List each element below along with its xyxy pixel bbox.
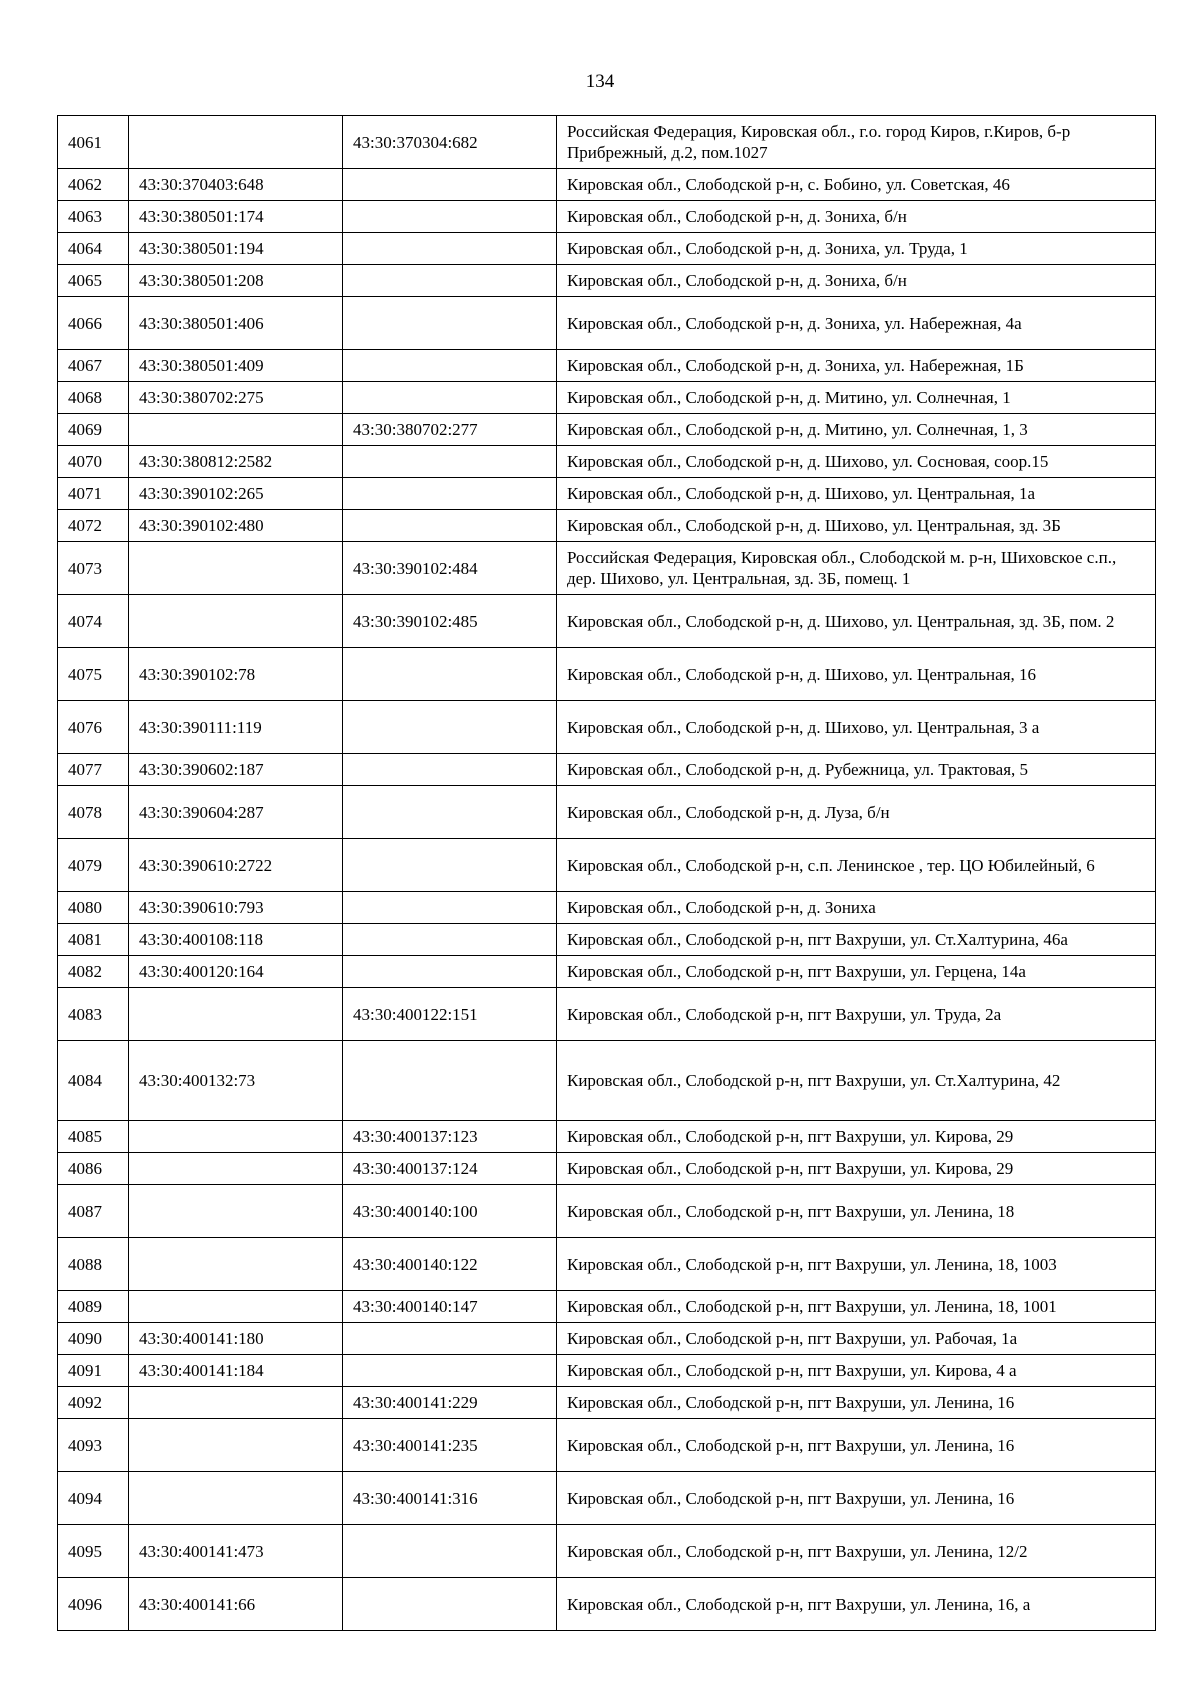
cadastral-number-1: [129, 1387, 343, 1419]
address: Кировская обл., Слободской р-н, пгт Вахруши, ул. Кирова, 29: [557, 1153, 1156, 1185]
row-number: 4078: [58, 786, 129, 839]
table-row: [58, 265, 1156, 297]
table-row: [58, 892, 1156, 924]
row-number: 4084: [58, 1041, 129, 1121]
address: Кировская обл., Слободской р-н, д. Зониха, б/н: [557, 201, 1156, 233]
cadastral-number-2: [343, 510, 557, 542]
cadastral-number-2: [343, 382, 557, 414]
address: Кировская обл., Слободской р-н, пгт Вахруши, ул. Ст.Халтурина, 42: [557, 1041, 1156, 1121]
row-number: 4081: [58, 924, 129, 956]
cadastral-number-1: 43:30:390602:187: [129, 754, 343, 786]
cadastral-number-2: 43:30:370304:682: [343, 116, 557, 169]
table-row: [58, 1578, 1156, 1631]
cadastral-number-1: 43:30:390610:793: [129, 892, 343, 924]
row-number: 4090: [58, 1323, 129, 1355]
row-number: 4071: [58, 478, 129, 510]
cadastral-number-1: [129, 988, 343, 1041]
table-row: [58, 1185, 1156, 1238]
table-row: [58, 1291, 1156, 1323]
table-row: [58, 1472, 1156, 1525]
cadastral-number-2: [343, 786, 557, 839]
row-number: 4094: [58, 1472, 129, 1525]
cadastral-number-2: [343, 478, 557, 510]
table-row: [58, 542, 1156, 595]
table-row: [58, 988, 1156, 1041]
table-row: [58, 648, 1156, 701]
address: Кировская обл., Слободской р-н, пгт Вахруши, ул. Ленина, 12/2: [557, 1525, 1156, 1578]
cadastral-number-1: 43:30:380702:275: [129, 382, 343, 414]
cadastral-number-2: 43:30:400141:316: [343, 1472, 557, 1525]
cadastral-number-2: 43:30:400122:151: [343, 988, 557, 1041]
table-row: [58, 478, 1156, 510]
address: Кировская обл., Слободской р-н, пгт Вахруши, ул. Ленина, 16: [557, 1419, 1156, 1472]
row-number: 4063: [58, 201, 129, 233]
cadastral-number-1: 43:30:380501:174: [129, 201, 343, 233]
row-number: 4091: [58, 1355, 129, 1387]
address: Кировская обл., Слободской р-н, пгт Вахруши, ул. Кирова, 4 а: [557, 1355, 1156, 1387]
cadastral-number-1: 43:30:390102:78: [129, 648, 343, 701]
table-row: [58, 839, 1156, 892]
cadastral-number-1: 43:30:400141:180: [129, 1323, 343, 1355]
table-row: [58, 1355, 1156, 1387]
registry-table: [57, 115, 1156, 1631]
address: Кировская обл., Слободской р-н, пгт Вахруши, ул. Кирова, 29: [557, 1121, 1156, 1153]
address: Кировская обл., Слободской р-н, д. Зониха: [557, 892, 1156, 924]
table-row: [58, 116, 1156, 169]
address: Российская Федерация, Кировская обл., Слободской м. р-н, Шиховское с.п., дер. Шихово, ул. Центральная, зд. 3Б, помещ. 1: [557, 542, 1156, 595]
cadastral-number-2: [343, 350, 557, 382]
cadastral-number-1: 43:30:390102:265: [129, 478, 343, 510]
table-row: [58, 1525, 1156, 1578]
address: Кировская обл., Слободской р-н, д. Зониха, ул. Набережная, 4а: [557, 297, 1156, 350]
cadastral-number-2: [343, 924, 557, 956]
address: Кировская обл., Слободской р-н, д. Шихово, ул. Центральная, зд. 3Б, пом. 2: [557, 595, 1156, 648]
address: Кировская обл., Слободской р-н, д. Шихово, ул. Центральная, 1а: [557, 478, 1156, 510]
cadastral-number-2: [343, 956, 557, 988]
table-row: [58, 1387, 1156, 1419]
row-number: 4092: [58, 1387, 129, 1419]
table-row: [58, 414, 1156, 446]
cadastral-number-1: [129, 1238, 343, 1291]
address: Кировская обл., Слободской р-н, д. Зониха, ул. Набережная, 1Б: [557, 350, 1156, 382]
cadastral-number-1: 43:30:380812:2582: [129, 446, 343, 478]
cadastral-number-1: 43:30:380501:194: [129, 233, 343, 265]
table-row: [58, 510, 1156, 542]
cadastral-number-2: [343, 201, 557, 233]
table-row: [58, 233, 1156, 265]
cadastral-number-2: [343, 892, 557, 924]
cadastral-number-2: [343, 1355, 557, 1387]
cadastral-number-2: [343, 701, 557, 754]
row-number: 4093: [58, 1419, 129, 1472]
address: Российская Федерация, Кировская обл., г.о. город Киров, г.Киров, б-р Прибрежный, д.2, пом.1027: [557, 116, 1156, 169]
address: Кировская обл., Слободской р-н, д. Зониха, б/н: [557, 265, 1156, 297]
table-row: [58, 297, 1156, 350]
cadastral-number-2: [343, 297, 557, 350]
address: Кировская обл., Слободской р-н, пгт Вахруши, ул. Ленина, 18, 1003: [557, 1238, 1156, 1291]
table-row: [58, 1041, 1156, 1121]
cadastral-number-1: 43:30:380501:406: [129, 297, 343, 350]
cadastral-number-1: 43:30:400120:164: [129, 956, 343, 988]
address: Кировская обл., Слободской р-н, д. Шихово, ул. Центральная, 3 а: [557, 701, 1156, 754]
cadastral-number-2: [343, 1578, 557, 1631]
cadastral-number-2: [343, 754, 557, 786]
cadastral-number-1: 43:30:400141:473: [129, 1525, 343, 1578]
table-row: [58, 1121, 1156, 1153]
cadastral-number-1: 43:30:390610:2722: [129, 839, 343, 892]
cadastral-number-2: [343, 169, 557, 201]
address: Кировская обл., Слободской р-н, пгт Вахруши, ул. Герцена, 14а: [557, 956, 1156, 988]
cadastral-number-2: 43:30:400141:229: [343, 1387, 557, 1419]
address: Кировская обл., Слободской р-н, с.п. Ленинское , тер. ЦО Юбилейный, 6: [557, 839, 1156, 892]
row-number: 4068: [58, 382, 129, 414]
cadastral-number-1: [129, 542, 343, 595]
row-number: 4083: [58, 988, 129, 1041]
page-number: 134: [585, 71, 615, 92]
cadastral-number-1: 43:30:400132:73: [129, 1041, 343, 1121]
row-number: 4082: [58, 956, 129, 988]
address: Кировская обл., Слободской р-н, д. Шихово, ул. Центральная, 16: [557, 648, 1156, 701]
address: Кировская обл., Слободской р-н, д. Луза, б/н: [557, 786, 1156, 839]
cadastral-number-2: 43:30:400141:235: [343, 1419, 557, 1472]
address: Кировская обл., Слободской р-н, пгт Вахруши, ул. Ленина, 16: [557, 1387, 1156, 1419]
table-row: [58, 754, 1156, 786]
row-number: 4080: [58, 892, 129, 924]
address: Кировская обл., Слободской р-н, д. Митино, ул. Солнечная, 1: [557, 382, 1156, 414]
cadastral-number-1: 43:30:370403:648: [129, 169, 343, 201]
row-number: 4087: [58, 1185, 129, 1238]
table-row: [58, 701, 1156, 754]
cadastral-number-1: 43:30:400141:184: [129, 1355, 343, 1387]
row-number: 4069: [58, 414, 129, 446]
row-number: 4096: [58, 1578, 129, 1631]
cadastral-number-2: 43:30:390102:484: [343, 542, 557, 595]
address: Кировская обл., Слободской р-н, пгт Вахруши, ул. Ст.Халтурина, 46а: [557, 924, 1156, 956]
cadastral-number-2: [343, 648, 557, 701]
row-number: 4072: [58, 510, 129, 542]
row-number: 4074: [58, 595, 129, 648]
address: Кировская обл., Слободской р-н, пгт Вахруши, ул. Ленина, 16: [557, 1472, 1156, 1525]
cadastral-number-2: 43:30:400137:124: [343, 1153, 557, 1185]
address: Кировская обл., Слободской р-н, пгт Вахруши, ул. Труда, 2а: [557, 988, 1156, 1041]
row-number: 4067: [58, 350, 129, 382]
table-row: [58, 350, 1156, 382]
table-row: [58, 786, 1156, 839]
cadastral-number-2: 43:30:400140:122: [343, 1238, 557, 1291]
cadastral-number-1: [129, 1291, 343, 1323]
cadastral-number-2: 43:30:380702:277: [343, 414, 557, 446]
cadastral-number-1: [129, 1472, 343, 1525]
address: Кировская обл., Слободской р-н, д. Шихово, ул. Центральная, зд. 3Б: [557, 510, 1156, 542]
table-row: [58, 595, 1156, 648]
table-row: [58, 1238, 1156, 1291]
cadastral-number-2: [343, 446, 557, 478]
cadastral-number-1: [129, 1153, 343, 1185]
cadastral-number-2: [343, 265, 557, 297]
cadastral-number-2: 43:30:390102:485: [343, 595, 557, 648]
table-row: [58, 169, 1156, 201]
cadastral-number-1: 43:30:380501:208: [129, 265, 343, 297]
cadastral-number-1: 43:30:400108:118: [129, 924, 343, 956]
row-number: 4088: [58, 1238, 129, 1291]
cadastral-number-2: [343, 233, 557, 265]
table-row: [58, 446, 1156, 478]
row-number: 4095: [58, 1525, 129, 1578]
row-number: 4065: [58, 265, 129, 297]
cadastral-number-1: 43:30:390604:287: [129, 786, 343, 839]
cadastral-number-2: [343, 839, 557, 892]
address: Кировская обл., Слободской р-н, пгт Вахруши, ул. Ленина, 16, а: [557, 1578, 1156, 1631]
row-number: 4073: [58, 542, 129, 595]
row-number: 4077: [58, 754, 129, 786]
cadastral-number-2: [343, 1323, 557, 1355]
address: Кировская обл., Слободской р-н, пгт Вахруши, ул. Ленина, 18: [557, 1185, 1156, 1238]
row-number: 4066: [58, 297, 129, 350]
cadastral-number-2: [343, 1525, 557, 1578]
cadastral-number-2: 43:30:400137:123: [343, 1121, 557, 1153]
address: Кировская обл., Слободской р-н, д. Митино, ул. Солнечная, 1, 3: [557, 414, 1156, 446]
row-number: 4064: [58, 233, 129, 265]
row-number: 4089: [58, 1291, 129, 1323]
row-number: 4061: [58, 116, 129, 169]
cadastral-number-1: [129, 1419, 343, 1472]
table-row: [58, 1323, 1156, 1355]
table-row: [58, 382, 1156, 414]
address: Кировская обл., Слободской р-н, д. Шихово, ул. Сосновая, соор.15: [557, 446, 1156, 478]
cadastral-number-2: [343, 1041, 557, 1121]
address: Кировская обл., Слободской р-н, пгт Вахруши, ул. Ленина, 18, 1001: [557, 1291, 1156, 1323]
cadastral-number-2: 43:30:400140:100: [343, 1185, 557, 1238]
cadastral-number-1: [129, 1121, 343, 1153]
cadastral-number-1: 43:30:380501:409: [129, 350, 343, 382]
table-row: [58, 956, 1156, 988]
row-number: 4076: [58, 701, 129, 754]
row-number: 4079: [58, 839, 129, 892]
cadastral-number-1: 43:30:390111:119: [129, 701, 343, 754]
table-row: [58, 1153, 1156, 1185]
address: Кировская обл., Слободской р-н, д. Рубежница, ул. Трактовая, 5: [557, 754, 1156, 786]
cadastral-number-1: 43:30:390102:480: [129, 510, 343, 542]
row-number: 4085: [58, 1121, 129, 1153]
address: Кировская обл., Слободской р-н, д. Зониха, ул. Труда, 1: [557, 233, 1156, 265]
cadastral-number-1: [129, 1185, 343, 1238]
cadastral-number-1: 43:30:400141:66: [129, 1578, 343, 1631]
table-row: [58, 924, 1156, 956]
cadastral-number-2: 43:30:400140:147: [343, 1291, 557, 1323]
table-row: [58, 201, 1156, 233]
cadastral-number-1: [129, 116, 343, 169]
table-body: [58, 116, 1156, 1631]
row-number: 4075: [58, 648, 129, 701]
address: Кировская обл., Слободской р-н, с. Бобино, ул. Советская, 46: [557, 169, 1156, 201]
row-number: 4070: [58, 446, 129, 478]
table-row: [58, 1419, 1156, 1472]
address: Кировская обл., Слободской р-н, пгт Вахруши, ул. Рабочая, 1а: [557, 1323, 1156, 1355]
row-number: 4086: [58, 1153, 129, 1185]
row-number: 4062: [58, 169, 129, 201]
cadastral-number-1: [129, 595, 343, 648]
cadastral-number-1: [129, 414, 343, 446]
